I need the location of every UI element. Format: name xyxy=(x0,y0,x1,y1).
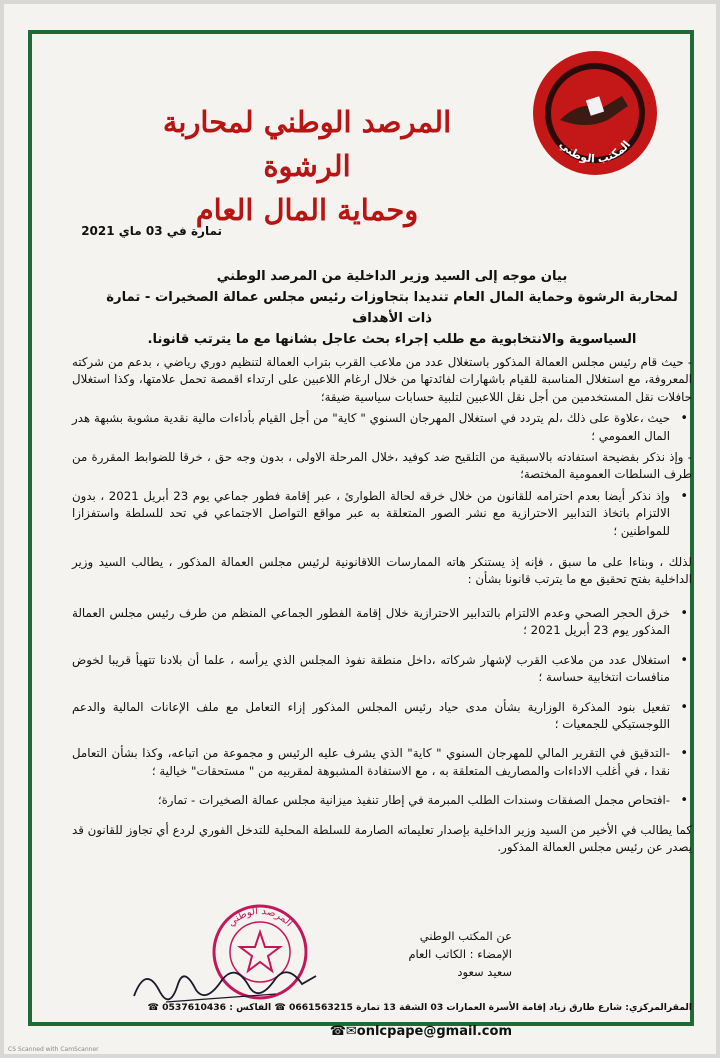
bullet-2: • وإذ نذكر أيضا بعدم احترامه للقانون من خلال خرقه لحالة الطوارئ ، عبر إقامة فطور جماعي يوم 23 أبريل 2021 ، بدون الالتزام باتخاذ التدابير الاحترازية مع نشر الصور المتعلقة به عبر مواقع التواصل الاجتماعي في تحد للسلطة واستفزازا للمواطنين ؛ xyxy=(72,488,670,540)
demand-2: • استغلال عدد من ملاعب القرب لإشهار شركاته ،داخل منطقة نفوذ المجلس الذي يرأسه ، علما أن بلادنا تتهيأ قريبا لخوض منافسات انتخابية حساسة ؛ xyxy=(72,652,670,687)
document-date: تمارة في 03 ماي 2021 xyxy=(81,224,222,238)
stamp-text: المرصد الوطني xyxy=(225,905,295,929)
bullet-list-2 xyxy=(72,488,692,540)
page-border xyxy=(28,30,694,1039)
organization-name xyxy=(142,100,472,232)
paragraph-1: - حيث قام رئيس مجلس العمالة المذكور باستغلال عدد من ملاعب القرب بتراب العمالة لتنظيم دوري رياضي ، بدعم من شركته المعروفة، مع استغلال المناسبة للقيام باشهارات لفائدتها من خلال ارغام اللاعبين على ارتداء اقمصة تحمل علامتها، وكذا استغلال حافلات نقل المستخدمين من أجل نقل اللاعبين لتلبية حسابات سياسية ضيقة؛ xyxy=(72,355,692,404)
statement-body xyxy=(72,354,692,860)
title-line-1: المرصد الوطني لمحاربة الرشوة xyxy=(162,105,452,183)
demand-3: • تفعيل بنود المذكرة الوزارية بشأن مدى حياد رئيس المجلس المذكور إزاء التعامل مع ملف الإعانات المالية والدعم اللوجستيكي للجمعيات ؛ xyxy=(72,699,670,734)
footer-address: المقرالمركزي: شارع طارق زياد إقامة الأسرة العمارات 03 الشقة 13 تمارة 0661563215 ☎ الفاكس : 0537610436 ☎ xyxy=(147,1002,692,1013)
demand-4: • -التدقيق في التقرير المالي للمهرجان السنوي " كاية" الذي يشرف عليه الرئيس و مجموعة من اتباعه، وكذا بشأن التعامل نقدا ، في أغلب الاداءات والمصاريف المتعلقة به ، مع الاستفادة المشبوهة لمقربيه من " مستحقات" خيالية ؛ xyxy=(72,745,670,780)
demand-1: • خرق الحجر الصحي وعدم الالتزام بالتدابير الاحترازية خلال إقامة الفطور الجماعي المنظم من طرف رئيس مجلس العمالة المذكور يوم 23 أبريل 2021 ؛ xyxy=(72,605,670,640)
closing-paragraph: كما يطالب في الأخير من السيد وزير الداخلية بإصدار تعليماته الصارمة للسلطة المحلية للتدخل الفوري لردع أي تجاوز للقانون قد يصدر عن رئيس مجلس العمالة المذكور. xyxy=(72,822,692,854)
signoff-line-1: عن المكتب الوطني xyxy=(419,929,512,943)
statement-subject xyxy=(92,266,692,350)
logo-text: المكتب الوطني xyxy=(556,137,634,166)
signoff-line-2: الإمضاء : الكاتب العام xyxy=(408,947,512,961)
scanner-watermark: CS Scanned with CamScanner xyxy=(8,1046,99,1053)
bullet-list-1 xyxy=(72,410,692,445)
signoff-block xyxy=(372,927,512,981)
paragraph-2: - وإذ نذكر بفضيحة استفادته بالاسبقية من التلقيح ضد كوفيد ،خلال المرحلة الاولى ، بدون وجه حق ، خرقا للضوابط المقررة من طرف السلطات العمومية المختصة؛ xyxy=(72,450,692,482)
title-line-2: وحماية المال العام xyxy=(195,193,419,227)
organization-logo xyxy=(530,48,660,178)
document-page xyxy=(4,4,716,1054)
contact-email[interactable]: ☎✉onlcpape@gmail.com xyxy=(329,1024,512,1039)
demands-list xyxy=(72,605,692,810)
signatory-name: سعيد سعود xyxy=(457,965,512,979)
demand-5: • -افتحاص مجمل الصفقات وسندات الطلب المبرمة في إطار تنفيذ ميزانية مجلس عمالة الصخيرات - تمارة؛ xyxy=(72,792,670,809)
bullet-1: • حيث ،علاوة على ذلك ،لم يتردد في استغلال المهرجان السنوي " كاية" من أجل القيام بأداءات مالية نقدية مشوبة بشبهة هدر المال العمومي ؛ xyxy=(72,410,670,445)
paragraph-3: لذلك ، وبناءا على ما سبق ، فإنه إذ يستنكر هاته الممارسات اللاقانونية لرئيس مجلس العمالة المذكور ، يطالب السيد وزير الداخلية بفتح تحقيق مع ما يترتب قانونا بشأن : xyxy=(72,555,692,587)
subject-line-2: لمحاربة الرشوة وحماية المال العام تنديدا بتجاوزات رئيس مجلس عمالة الصخيرات - تمارة ذات الأهداف xyxy=(106,290,678,326)
subject-line-3: السياسوية والانتخابوية مع طلب إجراء بحث عاجل بشانها مع ما يترتب قانونا. xyxy=(147,332,637,347)
subject-line-1: بيان موجه إلى السيد وزير الداخلية من المرصد الوطني xyxy=(216,269,568,284)
